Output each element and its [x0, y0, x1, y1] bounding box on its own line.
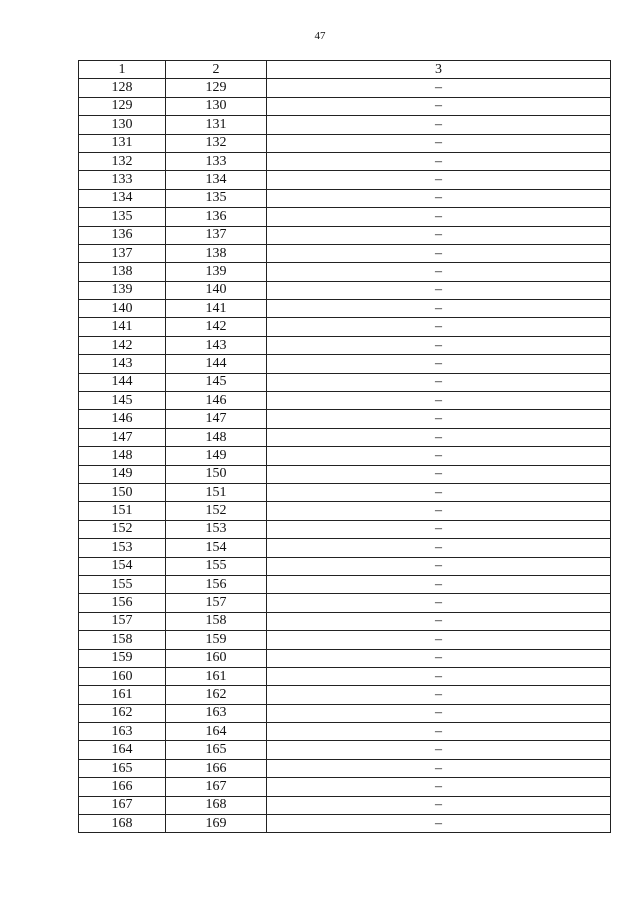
table-cell-col-1: 160 [79, 667, 166, 685]
table-cell-col-3: – [267, 704, 611, 722]
table-cell-col-1: 167 [79, 796, 166, 814]
table-cell-col-3: – [267, 612, 611, 630]
table-cell-col-1: 137 [79, 244, 166, 262]
table-cell-col-3: – [267, 171, 611, 189]
table-cell-col-1: 153 [79, 539, 166, 557]
table-cell-col-2: 146 [166, 392, 267, 410]
table-cell-col-1: 136 [79, 226, 166, 244]
table-cell-col-2: 156 [166, 575, 267, 593]
table-row [79, 226, 611, 244]
table-row [79, 79, 611, 97]
table-row [79, 539, 611, 557]
table-cell-col-1: 129 [79, 97, 166, 115]
table-cell-col-1: 145 [79, 392, 166, 410]
table-row [79, 759, 611, 777]
table-row [79, 667, 611, 685]
table-cell-col-3: – [267, 667, 611, 685]
table-cell-col-2: 154 [166, 539, 267, 557]
table-cell-col-1: 144 [79, 373, 166, 391]
table-cell-col-3: – [267, 336, 611, 354]
table-cell-col-1: 156 [79, 594, 166, 612]
table-cell-col-2: 169 [166, 815, 267, 833]
table-row [79, 392, 611, 410]
table-cell-col-3: – [267, 557, 611, 575]
table-cell-col-3: – [267, 723, 611, 741]
table-row [79, 686, 611, 704]
table-cell-col-1: 149 [79, 465, 166, 483]
table-cell-col-1: 157 [79, 612, 166, 630]
table-cell-col-2: 150 [166, 465, 267, 483]
table-cell-col-2: 140 [166, 281, 267, 299]
table-cell-col-3: – [267, 97, 611, 115]
table-row [79, 741, 611, 759]
table-row [79, 97, 611, 115]
table-cell-col-3: – [267, 392, 611, 410]
table-row [79, 483, 611, 501]
table-cell-col-1: 140 [79, 300, 166, 318]
data-table [78, 60, 611, 833]
table-row [79, 281, 611, 299]
table-cell-col-2: 159 [166, 631, 267, 649]
table-cell-col-2: 133 [166, 152, 267, 170]
table-cell-col-2: 130 [166, 97, 267, 115]
table-cell-col-2: 152 [166, 502, 267, 520]
table-cell-col-1: 138 [79, 263, 166, 281]
table-cell-col-2: 129 [166, 79, 267, 97]
table-row [79, 373, 611, 391]
table-row [79, 649, 611, 667]
table-cell-col-3: – [267, 483, 611, 501]
table-cell-col-1: 162 [79, 704, 166, 722]
table-row [79, 428, 611, 446]
table-cell-col-3: – [267, 410, 611, 428]
table-cell-col-2: 167 [166, 778, 267, 796]
table-cell-col-1: 163 [79, 723, 166, 741]
table-cell-col-2: 158 [166, 612, 267, 630]
table-cell-col-3: – [267, 116, 611, 134]
table-cell-col-1: 158 [79, 631, 166, 649]
table-row [79, 336, 611, 354]
table-row [79, 116, 611, 134]
table-row [79, 704, 611, 722]
table-cell-col-2: 166 [166, 759, 267, 777]
table-cell-col-1: 146 [79, 410, 166, 428]
table-cell-col-3: – [267, 373, 611, 391]
table-cell-col-3: – [267, 686, 611, 704]
table-cell-col-3: – [267, 539, 611, 557]
column-header-2: 2 [166, 61, 267, 79]
table-cell-col-3: – [267, 447, 611, 465]
table-cell-col-2: 157 [166, 594, 267, 612]
page-number: 47 [314, 30, 326, 42]
table-cell-col-3: – [267, 281, 611, 299]
table-cell-col-2: 138 [166, 244, 267, 262]
table-cell-col-3: – [267, 79, 611, 97]
table-cell-col-3: – [267, 263, 611, 281]
table-cell-col-2: 137 [166, 226, 267, 244]
table-cell-col-2: 163 [166, 704, 267, 722]
table-cell-col-3: – [267, 428, 611, 446]
table-cell-col-2: 148 [166, 428, 267, 446]
table-cell-col-2: 160 [166, 649, 267, 667]
table-cell-col-3: – [267, 152, 611, 170]
table-cell-col-1: 164 [79, 741, 166, 759]
table-row [79, 723, 611, 741]
table-cell-col-1: 168 [79, 815, 166, 833]
table-cell-col-3: – [267, 244, 611, 262]
table-row [79, 134, 611, 152]
table-cell-col-1: 155 [79, 575, 166, 593]
table-cell-col-1: 143 [79, 355, 166, 373]
table-cell-col-2: 134 [166, 171, 267, 189]
table-cell-col-1: 132 [79, 152, 166, 170]
table-cell-col-3: – [267, 134, 611, 152]
table-cell-col-3: – [267, 649, 611, 667]
table-cell-col-2: 151 [166, 483, 267, 501]
table-cell-col-2: 164 [166, 723, 267, 741]
table-cell-col-2: 162 [166, 686, 267, 704]
table-cell-col-1: 151 [79, 502, 166, 520]
table-cell-col-1: 128 [79, 79, 166, 97]
table-cell-col-1: 159 [79, 649, 166, 667]
column-header-3: 3 [267, 61, 611, 79]
table-cell-col-3: – [267, 815, 611, 833]
table-cell-col-1: 150 [79, 483, 166, 501]
table-cell-col-3: – [267, 520, 611, 538]
table-cell-col-2: 155 [166, 557, 267, 575]
table-row [79, 189, 611, 207]
column-header-1: 1 [79, 61, 166, 79]
table-cell-col-3: – [267, 189, 611, 207]
table-row [79, 208, 611, 226]
table-cell-col-2: 165 [166, 741, 267, 759]
table-cell-col-2: 135 [166, 189, 267, 207]
table-cell-col-1: 165 [79, 759, 166, 777]
table-header [79, 61, 611, 79]
table-cell-col-1: 154 [79, 557, 166, 575]
table-row [79, 244, 611, 262]
table-cell-col-1: 135 [79, 208, 166, 226]
table-cell-col-3: – [267, 465, 611, 483]
table-row [79, 300, 611, 318]
table-row [79, 612, 611, 630]
table-cell-col-1: 148 [79, 447, 166, 465]
table-cell-col-1: 130 [79, 116, 166, 134]
table-cell-col-2: 161 [166, 667, 267, 685]
table-cell-col-2: 132 [166, 134, 267, 152]
table-row [79, 631, 611, 649]
table-cell-col-3: – [267, 208, 611, 226]
table-cell-col-2: 141 [166, 300, 267, 318]
table-cell-col-3: – [267, 759, 611, 777]
table-row [79, 520, 611, 538]
table-cell-col-3: – [267, 318, 611, 336]
table-cell-col-1: 139 [79, 281, 166, 299]
table-cell-col-1: 131 [79, 134, 166, 152]
table-cell-col-1: 134 [79, 189, 166, 207]
table-row [79, 575, 611, 593]
table-cell-col-2: 153 [166, 520, 267, 538]
table-cell-col-2: 139 [166, 263, 267, 281]
table-row [79, 263, 611, 281]
table-cell-col-1: 161 [79, 686, 166, 704]
table-row [79, 594, 611, 612]
table-cell-col-3: – [267, 355, 611, 373]
table-cell-col-3: – [267, 502, 611, 520]
table-row [79, 778, 611, 796]
table-cell-col-1: 166 [79, 778, 166, 796]
table-cell-col-2: 168 [166, 796, 267, 814]
table-row [79, 447, 611, 465]
table-body [79, 79, 611, 833]
table-row [79, 502, 611, 520]
table-header-row [79, 61, 611, 79]
table-row [79, 815, 611, 833]
table-cell-col-2: 136 [166, 208, 267, 226]
table-cell-col-1: 152 [79, 520, 166, 538]
table-row [79, 318, 611, 336]
table-row [79, 465, 611, 483]
table-cell-col-2: 147 [166, 410, 267, 428]
table-cell-col-3: – [267, 594, 611, 612]
table-cell-col-3: – [267, 796, 611, 814]
table-cell-col-1: 147 [79, 428, 166, 446]
table-row [79, 171, 611, 189]
table-row [79, 557, 611, 575]
table-cell-col-2: 144 [166, 355, 267, 373]
table-row [79, 355, 611, 373]
table-cell-col-2: 145 [166, 373, 267, 391]
table-cell-col-3: – [267, 778, 611, 796]
table-cell-col-3: – [267, 300, 611, 318]
table-row [79, 152, 611, 170]
table-cell-col-3: – [267, 741, 611, 759]
table-cell-col-3: – [267, 226, 611, 244]
table-cell-col-2: 149 [166, 447, 267, 465]
table-cell-col-1: 133 [79, 171, 166, 189]
table-cell-col-3: – [267, 631, 611, 649]
table-cell-col-1: 141 [79, 318, 166, 336]
table-cell-col-1: 142 [79, 336, 166, 354]
table-row [79, 410, 611, 428]
table-row [79, 796, 611, 814]
table-cell-col-3: – [267, 575, 611, 593]
table-cell-col-2: 131 [166, 116, 267, 134]
table-cell-col-2: 143 [166, 336, 267, 354]
table-cell-col-2: 142 [166, 318, 267, 336]
